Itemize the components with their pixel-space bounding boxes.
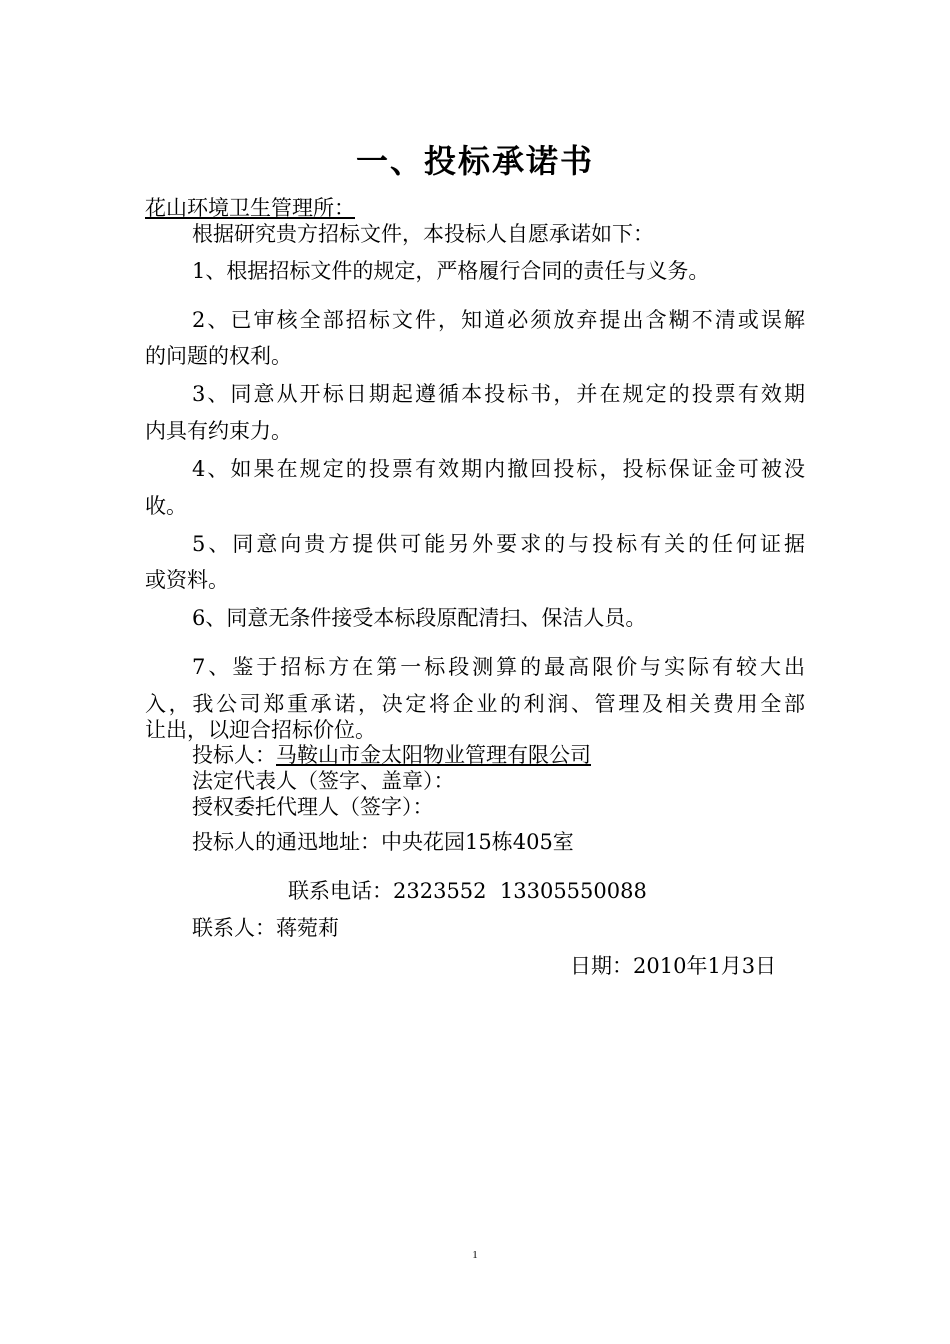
item-4-line-1: 4、如果在规定的投票有效期内撤回投标，投标保证金可被没	[192, 457, 805, 481]
bidder-address: 投标人的通迅地址：中央花园15栋405室	[192, 830, 574, 854]
item-4-line-2: 收。	[145, 494, 187, 518]
item-7-line-3: 让出，以迎合招标价位。	[145, 718, 376, 742]
contact-phone: 联系电话：2323552 13305550088	[288, 879, 647, 903]
legal-representative: 法定代表人（签字、盖章）：	[192, 769, 455, 793]
item-2-line-1: 2、已审核全部招标文件，知道必须放弃提出含糊不清或误解	[192, 308, 805, 332]
page-number: 1	[472, 1249, 478, 1261]
item-5-line-2: 或资料。	[145, 568, 229, 592]
contact-person: 联系人：蒋菀莉	[192, 916, 339, 940]
item-3-line-2: 内具有约束力。	[145, 419, 292, 443]
addressee: 花山环境卫生管理所：	[145, 196, 355, 220]
item-7-line-1: 7、鉴于招标方在第一标段测算的最高限价与实际有较大出	[192, 655, 805, 679]
item-6-line-1: 6、同意无条件接受本标段原配清扫、保洁人员。	[192, 606, 647, 630]
document-title: 一、投标承诺书	[355, 142, 594, 180]
item-2-line-2: 的问题的权利。	[145, 344, 292, 368]
signing-date: 日期：2010年1月3日	[570, 954, 777, 978]
item-5-line-1: 5、同意向贵方提供可能另外要求的与投标有关的任何证据	[192, 532, 805, 556]
item-3-line-1: 3、同意从开标日期起遵循本投标书，并在规定的投票有效期	[192, 382, 805, 406]
item-1-line-1: 1、根据招标文件的规定，严格履行合同的责任与义务。	[192, 259, 710, 283]
bidder-name: 马鞍山市金太阳物业管理有限公司	[276, 743, 591, 767]
bidder-line	[192, 741, 591, 769]
bidder-label: 投标人：	[192, 743, 276, 767]
intro-text: 根据研究贵方招标文件，本投标人自愿承诺如下：	[192, 222, 654, 246]
item-7-line-2: 入，我公司郑重承诺，决定将企业的利润、管理及相关费用全部	[145, 692, 805, 716]
authorized-agent: 授权委托代理人（签字）：	[192, 795, 434, 819]
